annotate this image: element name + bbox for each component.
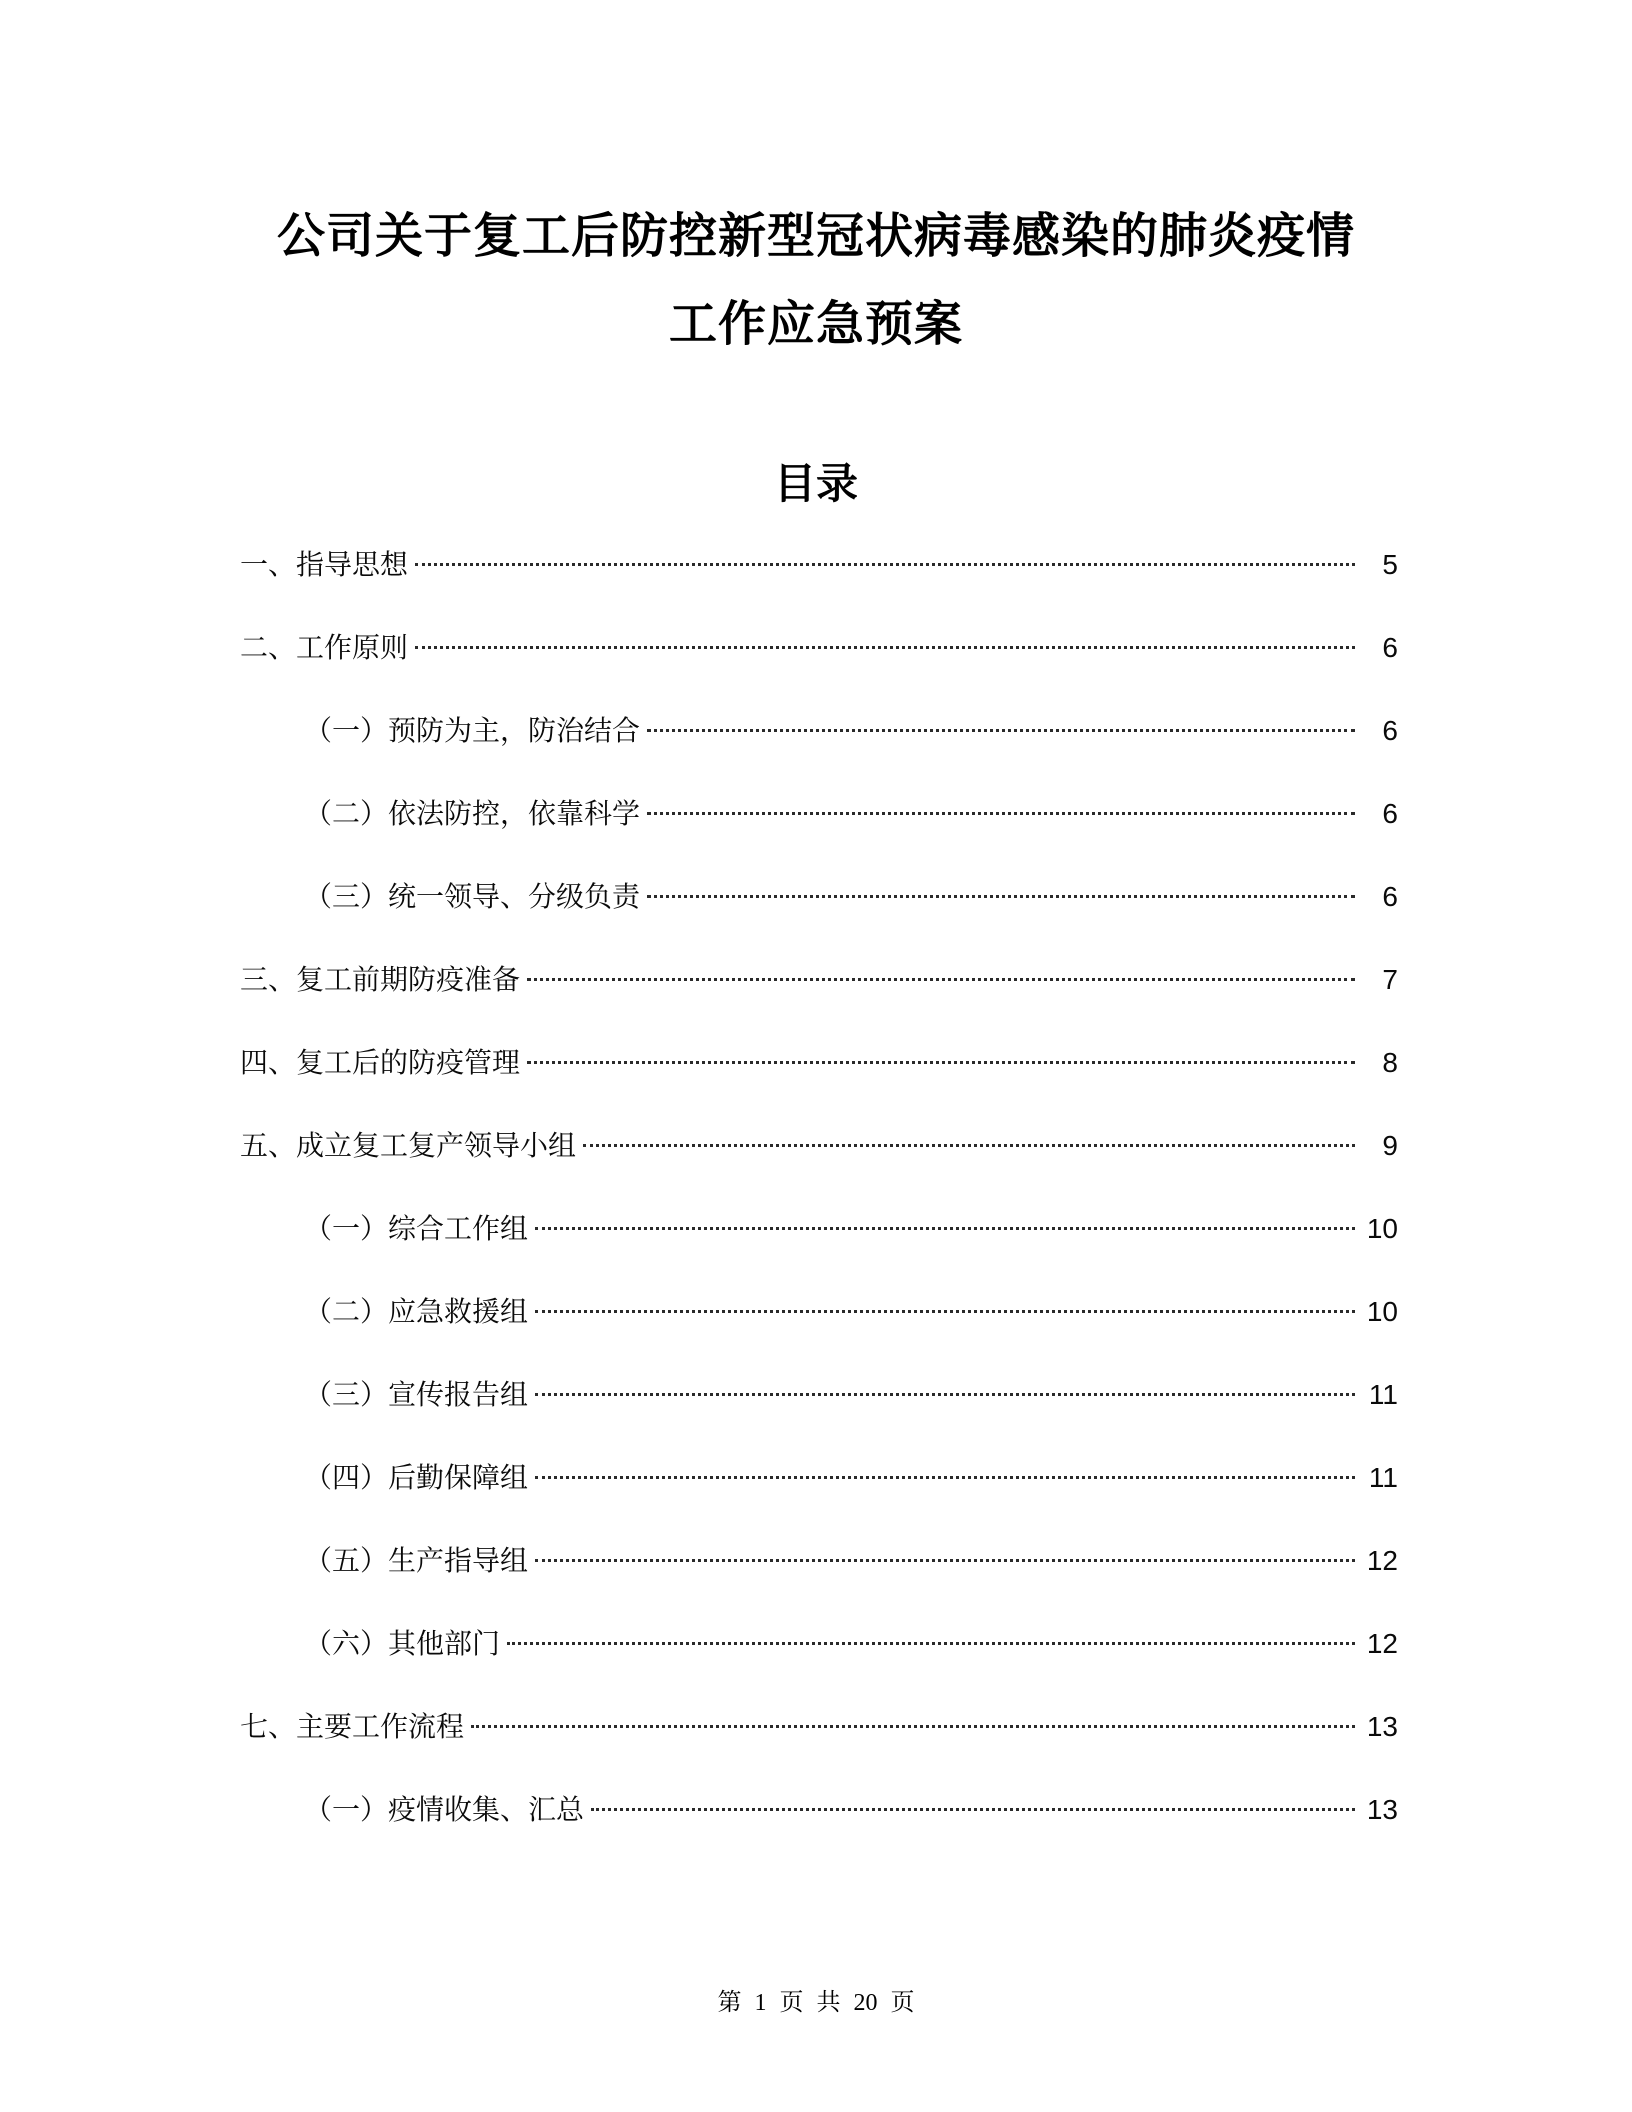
toc-entry[interactable] xyxy=(240,1602,1398,1685)
toc-dot-leader xyxy=(415,646,1355,649)
toc-entry[interactable] xyxy=(240,1187,1398,1270)
toc-page-number: 6 xyxy=(1382,880,1398,912)
toc-page-number: 10 xyxy=(1366,1212,1398,1244)
doc-title xyxy=(0,193,1632,369)
toc-entry-label: （三）统一领导、分级负责 xyxy=(304,880,641,912)
toc-entry[interactable] xyxy=(240,855,1398,938)
toc-dot-leader xyxy=(535,1476,1355,1479)
toc-dot-leader xyxy=(647,729,1355,732)
toc-entry[interactable] xyxy=(240,938,1398,1021)
toc-entry[interactable] xyxy=(240,772,1398,855)
toc-page-number: 6 xyxy=(1382,631,1398,663)
toc-page-number: 12 xyxy=(1366,1627,1398,1659)
toc-entry-label: （五）生产指导组 xyxy=(304,1544,529,1576)
toc-dot-leader xyxy=(647,895,1355,898)
toc-dot-leader xyxy=(535,1393,1355,1396)
toc-entry-label: （一）综合工作组 xyxy=(304,1212,529,1244)
toc-dot-leader xyxy=(535,1227,1355,1230)
toc-page-number: 6 xyxy=(1382,714,1398,746)
toc-list xyxy=(240,523,1398,1851)
toc-entry[interactable] xyxy=(240,1436,1398,1519)
toc-entry-label: 五、成立复工复产领导小组 xyxy=(240,1129,577,1161)
toc-entry-label: 三、复工前期防疫准备 xyxy=(240,963,521,995)
toc-dot-leader xyxy=(527,1061,1355,1064)
toc-page-number: 10 xyxy=(1366,1295,1398,1327)
toc-entry[interactable] xyxy=(240,689,1398,772)
toc-entry-label: 一、指导思想 xyxy=(240,548,409,580)
toc-page-number: 13 xyxy=(1366,1710,1398,1742)
toc-entry[interactable] xyxy=(240,1021,1398,1104)
toc-dot-leader xyxy=(471,1725,1355,1728)
toc-entry[interactable] xyxy=(240,1104,1398,1187)
toc-entry-label: （六）其他部门 xyxy=(304,1627,501,1659)
toc-entry-label: 二、工作原则 xyxy=(240,631,409,663)
toc-page-number: 12 xyxy=(1366,1544,1398,1576)
toc-entry-label: 七、主要工作流程 xyxy=(240,1710,465,1742)
toc-entry-label: （四）后勤保障组 xyxy=(304,1461,529,1493)
toc-entry[interactable] xyxy=(240,606,1398,689)
toc-dot-leader xyxy=(535,1559,1355,1562)
toc-entry-label: （一）疫情收集、汇总 xyxy=(304,1793,585,1825)
toc-dot-leader xyxy=(583,1144,1355,1147)
toc-entry[interactable] xyxy=(240,1519,1398,1602)
toc-page-number: 5 xyxy=(1382,548,1398,580)
toc-entry[interactable] xyxy=(240,1270,1398,1353)
toc-page-number: 9 xyxy=(1382,1129,1398,1161)
toc-page-number: 8 xyxy=(1382,1046,1398,1078)
toc-dot-leader xyxy=(527,978,1355,981)
toc-page-number: 7 xyxy=(1382,963,1398,995)
toc-dot-leader xyxy=(535,1310,1355,1313)
toc-entry-label: （二）依法防控，依靠科学 xyxy=(304,797,641,829)
toc-entry[interactable] xyxy=(240,1768,1398,1851)
toc-entry[interactable] xyxy=(240,1685,1398,1768)
toc-page-number: 6 xyxy=(1382,797,1398,829)
toc-page-number: 13 xyxy=(1366,1793,1398,1825)
toc-entry-label: （一）预防为主，防治结合 xyxy=(304,714,641,746)
toc-entry-label: （三）宣传报告组 xyxy=(304,1378,529,1410)
toc-dot-leader xyxy=(507,1642,1355,1645)
doc-title-line1: 公司关于复工后防控新型冠状病毒感染的肺炎疫情 xyxy=(276,210,1355,263)
toc-dot-leader xyxy=(415,563,1355,566)
toc-heading: 目录 xyxy=(773,460,858,507)
toc-dot-leader xyxy=(591,1808,1355,1811)
toc-entry[interactable] xyxy=(240,523,1398,606)
toc-entry-label: 四、复工后的防疫管理 xyxy=(240,1046,521,1078)
toc-entry[interactable] xyxy=(240,1353,1398,1436)
toc-entry-label: （二）应急救援组 xyxy=(304,1295,529,1327)
toc-dot-leader xyxy=(647,812,1355,815)
page-footer: 第 1 页 共 20 页 xyxy=(717,1990,915,2016)
toc-page-number: 11 xyxy=(1368,1378,1398,1410)
toc-page-number: 11 xyxy=(1368,1461,1398,1493)
doc-title-line2: 工作应急预案 xyxy=(668,298,963,351)
